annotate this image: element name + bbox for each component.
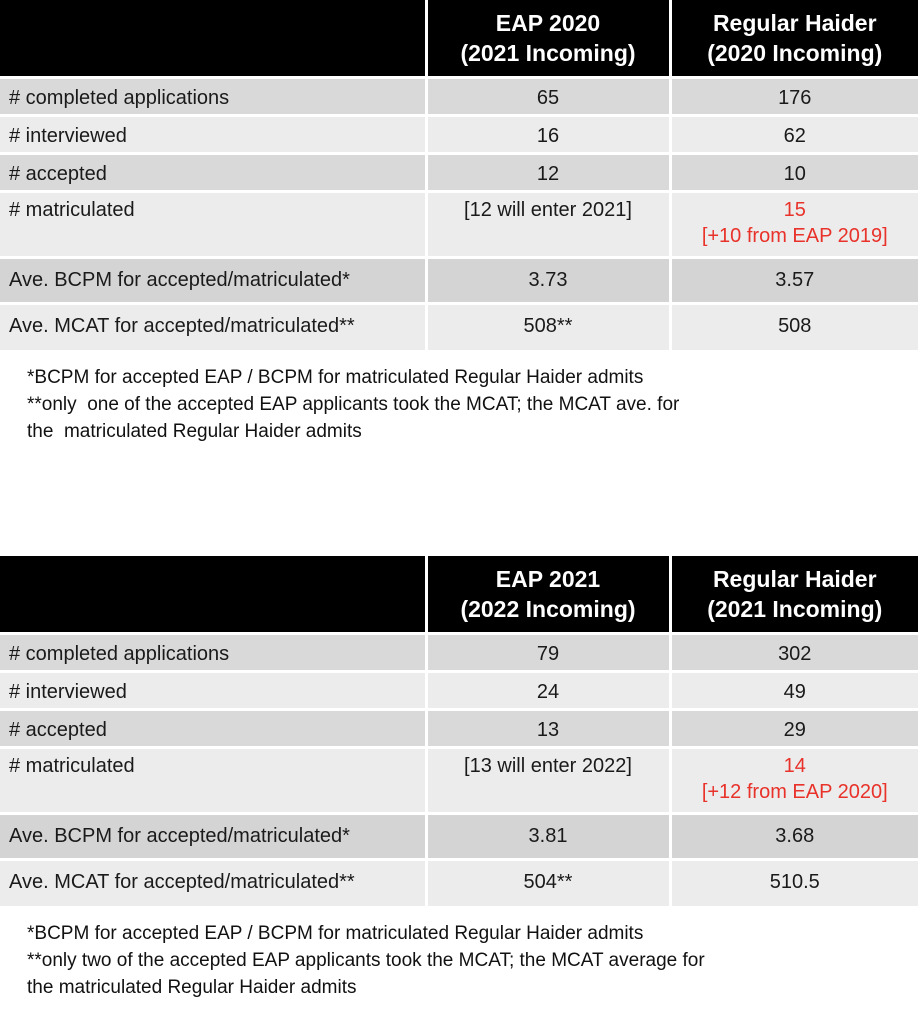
- header-regular-column: [670, 0, 918, 78]
- row-label: # accepted: [0, 710, 426, 748]
- table-row-completed-applications: [0, 634, 918, 672]
- header-regular-title: Regular Haider: [712, 566, 877, 592]
- header-blank-cell: [0, 0, 426, 78]
- eap-value: 504**: [426, 860, 670, 906]
- footnotes: [0, 906, 918, 1001]
- row-label: Ave. BCPM for accepted/matriculated*: [0, 258, 426, 304]
- eap-value: 13: [426, 710, 670, 748]
- table-row-matriculated: [0, 192, 918, 258]
- eap-value: 3.81: [426, 814, 670, 860]
- comparison-block-2020: [0, 0, 918, 445]
- row-label: # interviewed: [0, 116, 426, 154]
- row-label: # matriculated: [0, 192, 426, 258]
- table-row-accepted: [0, 154, 918, 192]
- row-label: # matriculated: [0, 748, 426, 814]
- header-regular-incoming: (2021 Incoming): [707, 596, 883, 622]
- table-row-ave-bcpm: [0, 814, 918, 860]
- row-label: Ave. MCAT for accepted/matriculated**: [0, 860, 426, 906]
- comparison-table-2021: [0, 556, 918, 906]
- header-blank-cell: [0, 556, 426, 634]
- eap-value: 65: [426, 78, 670, 116]
- table-row-ave-mcat: [0, 860, 918, 906]
- eap-value: 3.73: [426, 258, 670, 304]
- header-eap-incoming: (2021 Incoming): [460, 40, 636, 66]
- regular-value: 302: [670, 634, 918, 672]
- eap-value: 12: [426, 154, 670, 192]
- regular-value-cell: [670, 192, 918, 258]
- eap-value: 508**: [426, 304, 670, 350]
- row-label: # completed applications: [0, 634, 426, 672]
- header-eap-incoming: (2022 Incoming): [460, 596, 636, 622]
- table-header-row: [0, 556, 918, 634]
- comparison-block-2021: [0, 556, 918, 1001]
- table-row-ave-mcat: [0, 304, 918, 350]
- eap-value: 24: [426, 672, 670, 710]
- header-regular-incoming: (2020 Incoming): [707, 40, 883, 66]
- table-row-interviewed: [0, 116, 918, 154]
- regular-value: 49: [670, 672, 918, 710]
- regular-value: 10: [670, 154, 918, 192]
- table-row-completed-applications: [0, 78, 918, 116]
- footnote-bcpm: *BCPM for accepted EAP / BCPM for matriculated Regular Haider admits: [27, 366, 644, 388]
- footnote-mcat: **only one of the accepted EAP applicants took the MCAT; the MCAT ave. for: [27, 393, 680, 415]
- table-row-ave-bcpm: [0, 258, 918, 304]
- footnote-mcat-cont: the matriculated Regular Haider admits: [27, 420, 362, 442]
- eap-value: 16: [426, 116, 670, 154]
- row-label: # interviewed: [0, 672, 426, 710]
- row-label: # completed applications: [0, 78, 426, 116]
- eap-value: [13 will enter 2022]: [426, 748, 670, 814]
- table-row-interviewed: [0, 672, 918, 710]
- header-eap-year: EAP 2021: [495, 566, 601, 592]
- regular-matriculated-note: [+12 from EAP 2020]: [701, 781, 888, 803]
- table-header-row: [0, 0, 918, 78]
- regular-value: 29: [670, 710, 918, 748]
- row-label: Ave. MCAT for accepted/matriculated**: [0, 304, 426, 350]
- header-eap-column: [426, 556, 670, 634]
- regular-value: 176: [670, 78, 918, 116]
- regular-value: 3.57: [670, 258, 918, 304]
- regular-value: 508: [670, 304, 918, 350]
- regular-value-cell: [670, 748, 918, 814]
- header-regular-column: [670, 556, 918, 634]
- regular-matriculated-note: [+10 from EAP 2019]: [701, 225, 888, 247]
- header-regular-title: Regular Haider: [712, 10, 877, 36]
- regular-value: 3.68: [670, 814, 918, 860]
- regular-value: 510.5: [670, 860, 918, 906]
- regular-matriculated-value: 14: [783, 755, 806, 777]
- header-eap-year: EAP 2020: [495, 10, 601, 36]
- regular-matriculated-value: 15: [783, 199, 806, 221]
- header-eap-column: [426, 0, 670, 78]
- footnotes: [0, 350, 918, 445]
- regular-value: 62: [670, 116, 918, 154]
- footnote-bcpm: *BCPM for accepted EAP / BCPM for matriculated Regular Haider admits: [27, 922, 644, 944]
- eap-value: [12 will enter 2021]: [426, 192, 670, 258]
- comparison-table-2020: [0, 0, 918, 350]
- row-label: Ave. BCPM for accepted/matriculated*: [0, 814, 426, 860]
- table-row-accepted: [0, 710, 918, 748]
- table-row-matriculated: [0, 748, 918, 814]
- footnote-mcat: **only two of the accepted EAP applicants took the MCAT; the MCAT average for: [27, 949, 705, 971]
- footnote-mcat-cont: the matriculated Regular Haider admits: [27, 976, 357, 998]
- eap-value: 79: [426, 634, 670, 672]
- row-label: # accepted: [0, 154, 426, 192]
